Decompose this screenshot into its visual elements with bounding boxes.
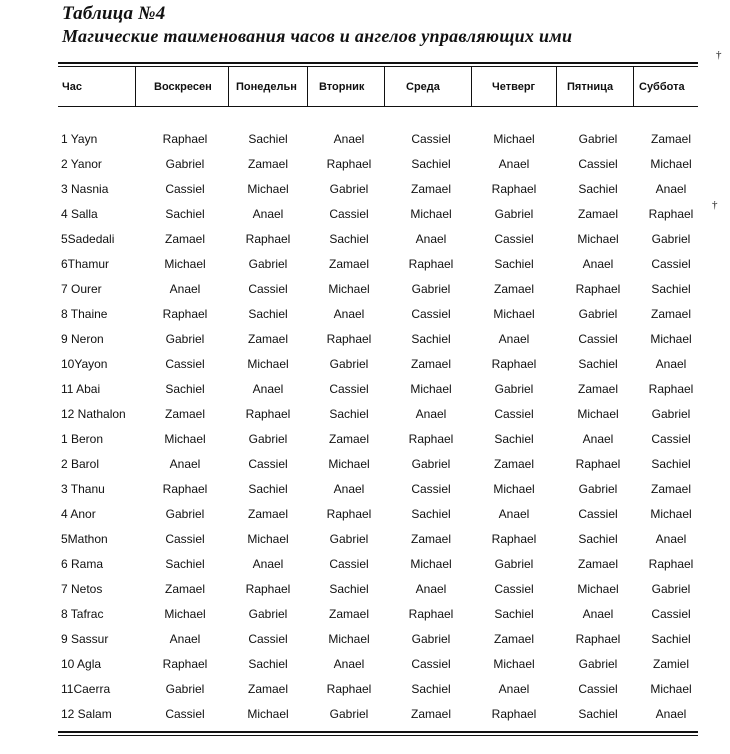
header-day: Понедельн <box>236 81 297 93</box>
angel-name: Zamael <box>328 432 370 446</box>
angel-name: Raphael <box>408 257 454 271</box>
angel-name: Zamael <box>410 182 452 196</box>
angel-name: Sachiel <box>165 382 205 396</box>
angel-name: Anael <box>498 157 530 171</box>
angel-name: Michael <box>493 657 535 671</box>
angel-name: Zamael <box>247 157 289 171</box>
angel-name: Zamael <box>577 207 619 221</box>
angel-name: Sachiel <box>578 182 618 196</box>
angel-name: Cassiel <box>165 357 205 371</box>
angel-name: Anael <box>498 332 530 346</box>
angel-name: Zamael <box>493 457 535 471</box>
angel-name: Raphael <box>575 457 621 471</box>
table-top-rule <box>58 62 698 64</box>
angel-name: Zamiel <box>652 657 690 671</box>
angel-name: Gabriel <box>578 307 618 321</box>
angel-name: Anael <box>655 357 687 371</box>
angel-name: Zamael <box>410 707 452 721</box>
header-day: Среда <box>406 81 440 93</box>
angel-name: Zamael <box>328 607 370 621</box>
angel-name: Sachiel <box>411 682 451 696</box>
angel-name: Raphael <box>491 357 537 371</box>
angel-name: Cassiel <box>578 157 618 171</box>
angel-name: Zamael <box>164 232 206 246</box>
angel-name: Raphael <box>245 582 291 596</box>
hour-name: 9 Sassur <box>61 632 109 646</box>
column-divider <box>384 67 385 107</box>
angel-name: Anael <box>415 232 447 246</box>
angel-name: Zamael <box>410 532 452 546</box>
angel-name: Anael <box>655 182 687 196</box>
angel-name: Gabriel <box>329 532 369 546</box>
hour-name: 8 Thaine <box>61 307 108 321</box>
column-divider <box>633 67 634 107</box>
angel-name: Raphael <box>408 432 454 446</box>
hour-name: 1 Beron <box>61 432 104 446</box>
angel-name: Gabriel <box>411 457 451 471</box>
angel-name: Cassiel <box>165 182 205 196</box>
angel-name: Cassiel <box>411 657 451 671</box>
angel-name: Cassiel <box>494 582 534 596</box>
angel-name: Anael <box>582 257 614 271</box>
angel-name: Cassiel <box>411 132 451 146</box>
angel-name: Raphael <box>648 382 694 396</box>
angel-name: Zamael <box>164 582 206 596</box>
header-day: Вторник <box>319 81 365 93</box>
hour-name: 2 Barol <box>61 457 100 471</box>
angel-name: Gabriel <box>165 682 205 696</box>
angel-name: Michael <box>650 682 692 696</box>
angel-name: Michael <box>577 582 619 596</box>
angel-name: Gabriel <box>329 357 369 371</box>
margin-mark: † <box>712 199 718 211</box>
angel-name: Cassiel <box>248 282 288 296</box>
angel-name: Anael <box>415 582 447 596</box>
angel-name: Zamael <box>493 632 535 646</box>
angel-name: Cassiel <box>165 532 205 546</box>
table-caption: Магические таименования часов и ангелов управляющих ими <box>62 26 573 46</box>
angel-name: Raphael <box>408 607 454 621</box>
angel-name: Cassiel <box>248 632 288 646</box>
angel-name: Raphael <box>575 632 621 646</box>
angel-name: Anael <box>333 132 365 146</box>
angel-name: Raphael <box>491 182 537 196</box>
column-divider <box>228 67 229 107</box>
angel-name: Michael <box>577 232 619 246</box>
angel-name: Raphael <box>648 207 694 221</box>
page-title: Таблица №4 <box>62 3 166 24</box>
hour-name: 6Thamur <box>61 257 110 271</box>
angel-name: Sachiel <box>494 432 534 446</box>
angel-name: Anael <box>655 532 687 546</box>
column-divider <box>135 67 136 107</box>
angel-name: Sachiel <box>329 582 369 596</box>
hour-name: 4 Anor <box>61 507 96 521</box>
angel-name: Raphael <box>648 557 694 571</box>
angel-name: Anael <box>582 432 614 446</box>
angel-name: Sachiel <box>494 607 534 621</box>
hour-name: 9 Neron <box>61 332 104 346</box>
angel-name: Michael <box>650 332 692 346</box>
angel-name: Gabriel <box>411 632 451 646</box>
angel-name: Gabriel <box>651 582 691 596</box>
angel-name: Anael <box>498 682 530 696</box>
angel-name: Cassiel <box>578 332 618 346</box>
angel-name: Michael <box>247 357 289 371</box>
angel-name: Cassiel <box>248 457 288 471</box>
angel-name: Michael <box>650 157 692 171</box>
column-divider <box>307 67 308 107</box>
angel-name: Sachiel <box>165 207 205 221</box>
header-hour: Час <box>62 81 82 93</box>
hour-name: 10Yayon <box>61 357 108 371</box>
hour-name: 7 Ourer <box>61 282 102 296</box>
angel-name: Raphael <box>245 232 291 246</box>
angel-name: Michael <box>493 482 535 496</box>
angel-name: Zamael <box>328 257 370 271</box>
angel-name: Raphael <box>162 307 208 321</box>
angel-name: Raphael <box>575 282 621 296</box>
hour-name: 8 Tafrac <box>61 607 104 621</box>
angel-name: Gabriel <box>248 607 288 621</box>
angel-name: Gabriel <box>248 432 288 446</box>
header-day: Четверг <box>492 81 536 93</box>
angel-name: Cassiel <box>578 682 618 696</box>
angel-name: Sachiel <box>165 557 205 571</box>
angel-name: Cassiel <box>411 307 451 321</box>
angel-name: Gabriel <box>494 382 534 396</box>
angel-name: Sachiel <box>578 532 618 546</box>
angel-name: Michael <box>164 607 206 621</box>
hour-name: 12 Nathalon <box>61 407 126 421</box>
angel-name: Cassiel <box>494 407 534 421</box>
angel-name: Sachiel <box>578 707 618 721</box>
angel-name: Michael <box>410 382 452 396</box>
angel-name: Michael <box>247 182 289 196</box>
angel-name: Anael <box>498 507 530 521</box>
hour-name: 7 Netos <box>61 582 103 596</box>
angel-name: Michael <box>410 207 452 221</box>
angel-name: Michael <box>577 407 619 421</box>
angel-name: Gabriel <box>578 657 618 671</box>
angel-name: Anael <box>169 457 201 471</box>
angel-name: Raphael <box>245 407 291 421</box>
angel-name: Gabriel <box>494 207 534 221</box>
angel-name: Gabriel <box>578 132 618 146</box>
angel-name: Anael <box>169 632 201 646</box>
table-header-rule <box>58 106 698 107</box>
angel-name: Cassiel <box>329 557 369 571</box>
hour-name: 12 Salam <box>61 707 112 721</box>
angel-name: Zamael <box>493 282 535 296</box>
hour-name: 11Caerra <box>61 682 111 696</box>
angel-name: Cassiel <box>165 707 205 721</box>
angel-name: Raphael <box>326 682 372 696</box>
hour-name: 10 Agla <box>61 657 102 671</box>
angel-name: Zamael <box>577 382 619 396</box>
angel-name: Anael <box>169 282 201 296</box>
angel-name: Cassiel <box>651 432 691 446</box>
angel-name: Anael <box>655 707 687 721</box>
angel-name: Raphael <box>326 507 372 521</box>
angel-name: Cassiel <box>329 382 369 396</box>
header-day: Суббота <box>639 81 685 93</box>
hour-name: 5Sadedali <box>61 232 115 246</box>
angel-name: Gabriel <box>651 407 691 421</box>
angel-name: Anael <box>333 307 365 321</box>
angel-name: Zamael <box>164 407 206 421</box>
angel-name: Michael <box>164 432 206 446</box>
angel-name: Cassiel <box>329 207 369 221</box>
angel-name: Sachiel <box>578 357 618 371</box>
hour-name: 3 Nasnia <box>61 182 109 196</box>
angel-name: Michael <box>650 507 692 521</box>
angel-name: Michael <box>328 632 370 646</box>
angel-name: Sachiel <box>248 307 288 321</box>
angel-name: Anael <box>252 207 284 221</box>
angel-name: Gabriel <box>329 182 369 196</box>
angel-name: Sachiel <box>494 257 534 271</box>
angel-name: Michael <box>247 532 289 546</box>
angel-name: Anael <box>582 607 614 621</box>
angel-name: Raphael <box>491 707 537 721</box>
angel-name: Sachiel <box>248 482 288 496</box>
table-top-rule-thin <box>58 66 698 67</box>
angel-name: Michael <box>493 132 535 146</box>
angel-name: Zamael <box>650 132 692 146</box>
angel-name: Gabriel <box>329 707 369 721</box>
angel-name: Anael <box>252 382 284 396</box>
hour-name: 3 Thanu <box>61 482 105 496</box>
hour-name: 4 Salla <box>61 207 98 221</box>
angel-name: Anael <box>333 657 365 671</box>
angel-name: Michael <box>328 282 370 296</box>
angel-name: Cassiel <box>578 507 618 521</box>
angel-name: Anael <box>415 407 447 421</box>
angel-name: Michael <box>493 307 535 321</box>
angel-name: Anael <box>333 482 365 496</box>
table-bottom-rule-thin <box>58 735 698 736</box>
angel-name: Sachiel <box>411 157 451 171</box>
angel-name: Cassiel <box>411 482 451 496</box>
angel-name: Cassiel <box>651 257 691 271</box>
column-divider <box>556 67 557 107</box>
angel-name: Michael <box>410 557 452 571</box>
angel-name: Cassiel <box>651 607 691 621</box>
hour-name: 2 Yanor <box>61 157 102 171</box>
angel-name: Gabriel <box>165 507 205 521</box>
angel-name: Zamael <box>247 682 289 696</box>
angel-name: Sachiel <box>411 507 451 521</box>
angel-name: Michael <box>328 457 370 471</box>
column-divider <box>471 67 472 107</box>
margin-mark: † <box>716 49 722 61</box>
hour-name: 1 Yayn <box>61 132 98 146</box>
angel-name: Zamael <box>650 482 692 496</box>
angel-name: Raphael <box>326 157 372 171</box>
angel-name: Gabriel <box>651 232 691 246</box>
angel-name: Gabriel <box>494 557 534 571</box>
hour-name: 11 Abai <box>61 382 101 396</box>
angel-name: Gabriel <box>165 332 205 346</box>
angel-name: Zamael <box>247 332 289 346</box>
angel-name: Michael <box>164 257 206 271</box>
angel-name: Raphael <box>162 482 208 496</box>
angel-name: Gabriel <box>578 482 618 496</box>
hour-name: 5Mathon <box>61 532 108 546</box>
angel-name: Gabriel <box>165 157 205 171</box>
angel-name: Raphael <box>491 532 537 546</box>
hour-name: 6 Rama <box>61 557 104 571</box>
angel-name: Michael <box>247 707 289 721</box>
angel-name: Anael <box>252 557 284 571</box>
angel-name: Sachiel <box>651 282 691 296</box>
angel-name: Sachiel <box>248 132 288 146</box>
table-bottom-rule <box>58 731 698 733</box>
angel-name: Sachiel <box>248 657 288 671</box>
angel-name: Raphael <box>326 332 372 346</box>
angel-name: Gabriel <box>248 257 288 271</box>
angel-name: Sachiel <box>329 407 369 421</box>
angel-name: Sachiel <box>329 232 369 246</box>
header-day: Пятница <box>567 81 614 93</box>
angel-name: Raphael <box>162 132 208 146</box>
header-day: Воскресен <box>154 81 212 93</box>
angel-name: Raphael <box>162 657 208 671</box>
angel-name: Sachiel <box>411 332 451 346</box>
angel-name: Zamael <box>410 357 452 371</box>
angel-name: Cassiel <box>494 232 534 246</box>
angel-name: Zamael <box>247 507 289 521</box>
angel-name: Zamael <box>577 557 619 571</box>
angel-name: Gabriel <box>411 282 451 296</box>
angel-name: Sachiel <box>651 457 691 471</box>
angel-name: Sachiel <box>651 632 691 646</box>
angel-name: Zamael <box>650 307 692 321</box>
